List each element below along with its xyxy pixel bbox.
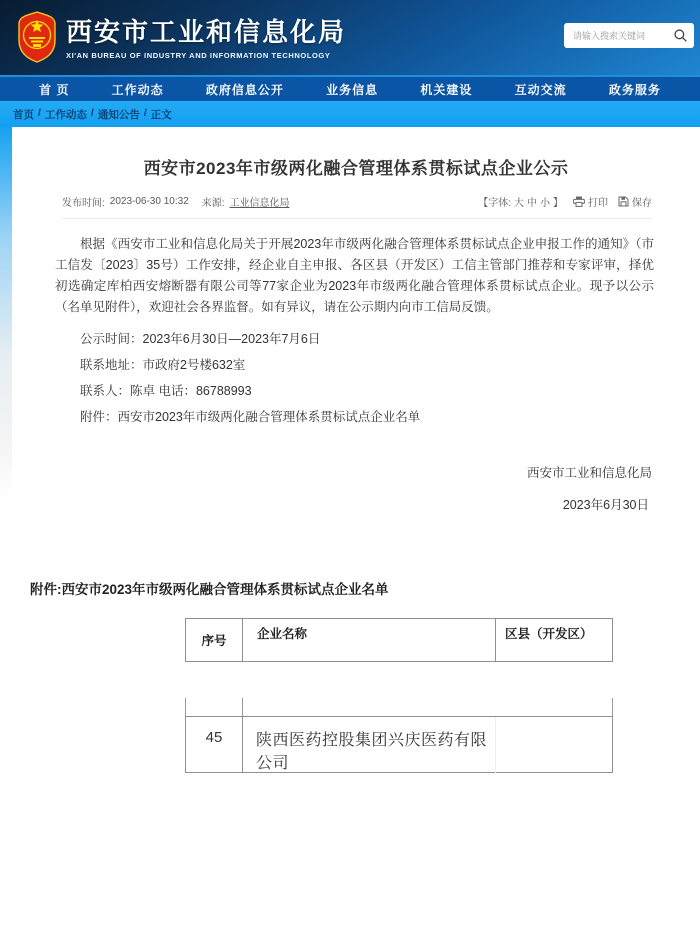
save-button[interactable] bbox=[618, 194, 652, 209]
column-header-district: 区县（开发区） bbox=[505, 627, 593, 641]
save-icon bbox=[618, 196, 629, 207]
attachment-line: 附件：西安市2023年市级两化融合管理体系贯标试点企业名单 bbox=[80, 410, 421, 424]
table-border-stub bbox=[242, 698, 243, 716]
search-box bbox=[564, 23, 694, 48]
attachment-heading: 附件:西安市2023年市级两化融合管理体系贯标试点企业名单 bbox=[30, 582, 389, 597]
content-area bbox=[0, 127, 700, 773]
article-meta-row bbox=[62, 194, 652, 219]
source-value: 工业信息化局 bbox=[229, 198, 290, 209]
table-row bbox=[185, 716, 613, 773]
save-label: 保存 bbox=[632, 198, 652, 209]
search-button[interactable] bbox=[673, 28, 688, 43]
column-header-no: 序号 bbox=[186, 619, 243, 661]
national-emblem-logo bbox=[17, 11, 57, 63]
breadcrumb-separator: / bbox=[90, 106, 94, 119]
font-size-large[interactable]: 大 bbox=[514, 198, 524, 209]
breadcrumb-bar bbox=[0, 101, 700, 127]
search-icon bbox=[673, 28, 688, 43]
cell-row-no: 45 bbox=[186, 717, 243, 773]
site-title: 西安市工业和信息化局 bbox=[66, 17, 347, 47]
cell-company-name: 陕西医药控股集团兴庆医药有限公司 bbox=[243, 717, 496, 773]
left-gradient-strip bbox=[0, 127, 12, 499]
main-nav bbox=[0, 75, 700, 101]
notice-period-line: 公示时间：2023年6月30日—2023年7月6日 bbox=[80, 332, 321, 346]
table-header-row bbox=[185, 618, 613, 662]
breadcrumb-home[interactable]: 首页 bbox=[13, 108, 34, 121]
table-border-stub bbox=[612, 698, 613, 716]
table-cropped-gap bbox=[185, 662, 613, 716]
font-size-medium[interactable]: 中 bbox=[527, 198, 537, 209]
article-meta-left bbox=[62, 194, 290, 209]
print-button[interactable] bbox=[573, 194, 608, 209]
table-border-stub bbox=[185, 698, 186, 716]
breadcrumb-separator: / bbox=[38, 106, 41, 119]
publish-time-label: 发布时间: bbox=[62, 198, 105, 209]
signature-block bbox=[12, 460, 652, 518]
nav-item-business-info[interactable]: 业务信息 bbox=[326, 82, 379, 97]
nav-item-interaction[interactable]: 互动交流 bbox=[514, 82, 567, 97]
contact-person-line: 联系人：陈卓 电话：86788993 bbox=[80, 384, 252, 398]
site-title-block bbox=[66, 17, 346, 60]
breadcrumb-current: 正文 bbox=[150, 108, 172, 121]
article-body bbox=[55, 234, 654, 318]
article-card bbox=[12, 127, 700, 550]
signature-date: 2023年6月30日 bbox=[562, 498, 649, 512]
source-label: 来源: bbox=[201, 198, 225, 209]
contact-address-line: 联系地址：市政府2号楼632室 bbox=[80, 358, 246, 372]
nav-item-work-news[interactable]: 工作动态 bbox=[111, 82, 164, 97]
search-input[interactable] bbox=[573, 31, 673, 41]
site-subtitle: XI'AN BUREAU OF INDUSTRY AND INFORMATION TECHNOLOGY bbox=[66, 51, 331, 60]
article-paragraph: 根据《西安市工业和信息化局关于开展2023年市级两化融合管理体系贯标试点企业申报工作的通知》（市工信发〔2023〕35号）工作安排，经企业自主申报、各区县（开发区）工信主管部门推荐和专家评审，择优初选确定库柏西安熔断器有限公司等77家企业为2023年市级两化融合管理体系贯标试点企业。现予以公示（名单见附件），欢迎社会各界监督。如有异议，请在公示期内向市工信局反馈。 bbox=[55, 237, 654, 314]
nav-item-agency[interactable]: 机关建设 bbox=[420, 82, 473, 97]
breadcrumb-notices[interactable]: 通知公告 bbox=[97, 108, 140, 121]
article-meta-right bbox=[478, 194, 652, 209]
page-title: 西安市2023年市级两化融合管理体系贯标试点企业公示 bbox=[143, 159, 569, 178]
font-size-widget bbox=[478, 194, 563, 209]
column-header-company: 企业名称 bbox=[243, 619, 496, 661]
cell-district bbox=[496, 717, 614, 773]
site-header bbox=[0, 0, 700, 75]
publish-time-value: 2023-06-30 10:32 bbox=[109, 196, 189, 207]
print-label: 打印 bbox=[588, 198, 608, 209]
nav-item-home[interactable]: 首 页 bbox=[39, 82, 70, 97]
breadcrumb bbox=[13, 107, 172, 122]
font-size-small[interactable]: 小 bbox=[540, 198, 550, 209]
breadcrumb-work-news[interactable]: 工作动态 bbox=[44, 108, 87, 121]
font-size-prefix: 【字体: bbox=[478, 198, 511, 209]
font-size-suffix: 】 bbox=[553, 198, 563, 209]
nav-item-gov-info[interactable]: 政府信息公开 bbox=[205, 82, 284, 97]
attachment-section bbox=[0, 578, 700, 773]
nav-item-services[interactable]: 政务服务 bbox=[608, 82, 661, 97]
printer-icon bbox=[573, 196, 585, 207]
attachment-table bbox=[185, 618, 613, 773]
article-info-lines bbox=[80, 326, 654, 430]
breadcrumb-separator: / bbox=[143, 106, 147, 119]
signature-org: 西安市工业和信息化局 bbox=[526, 466, 652, 480]
